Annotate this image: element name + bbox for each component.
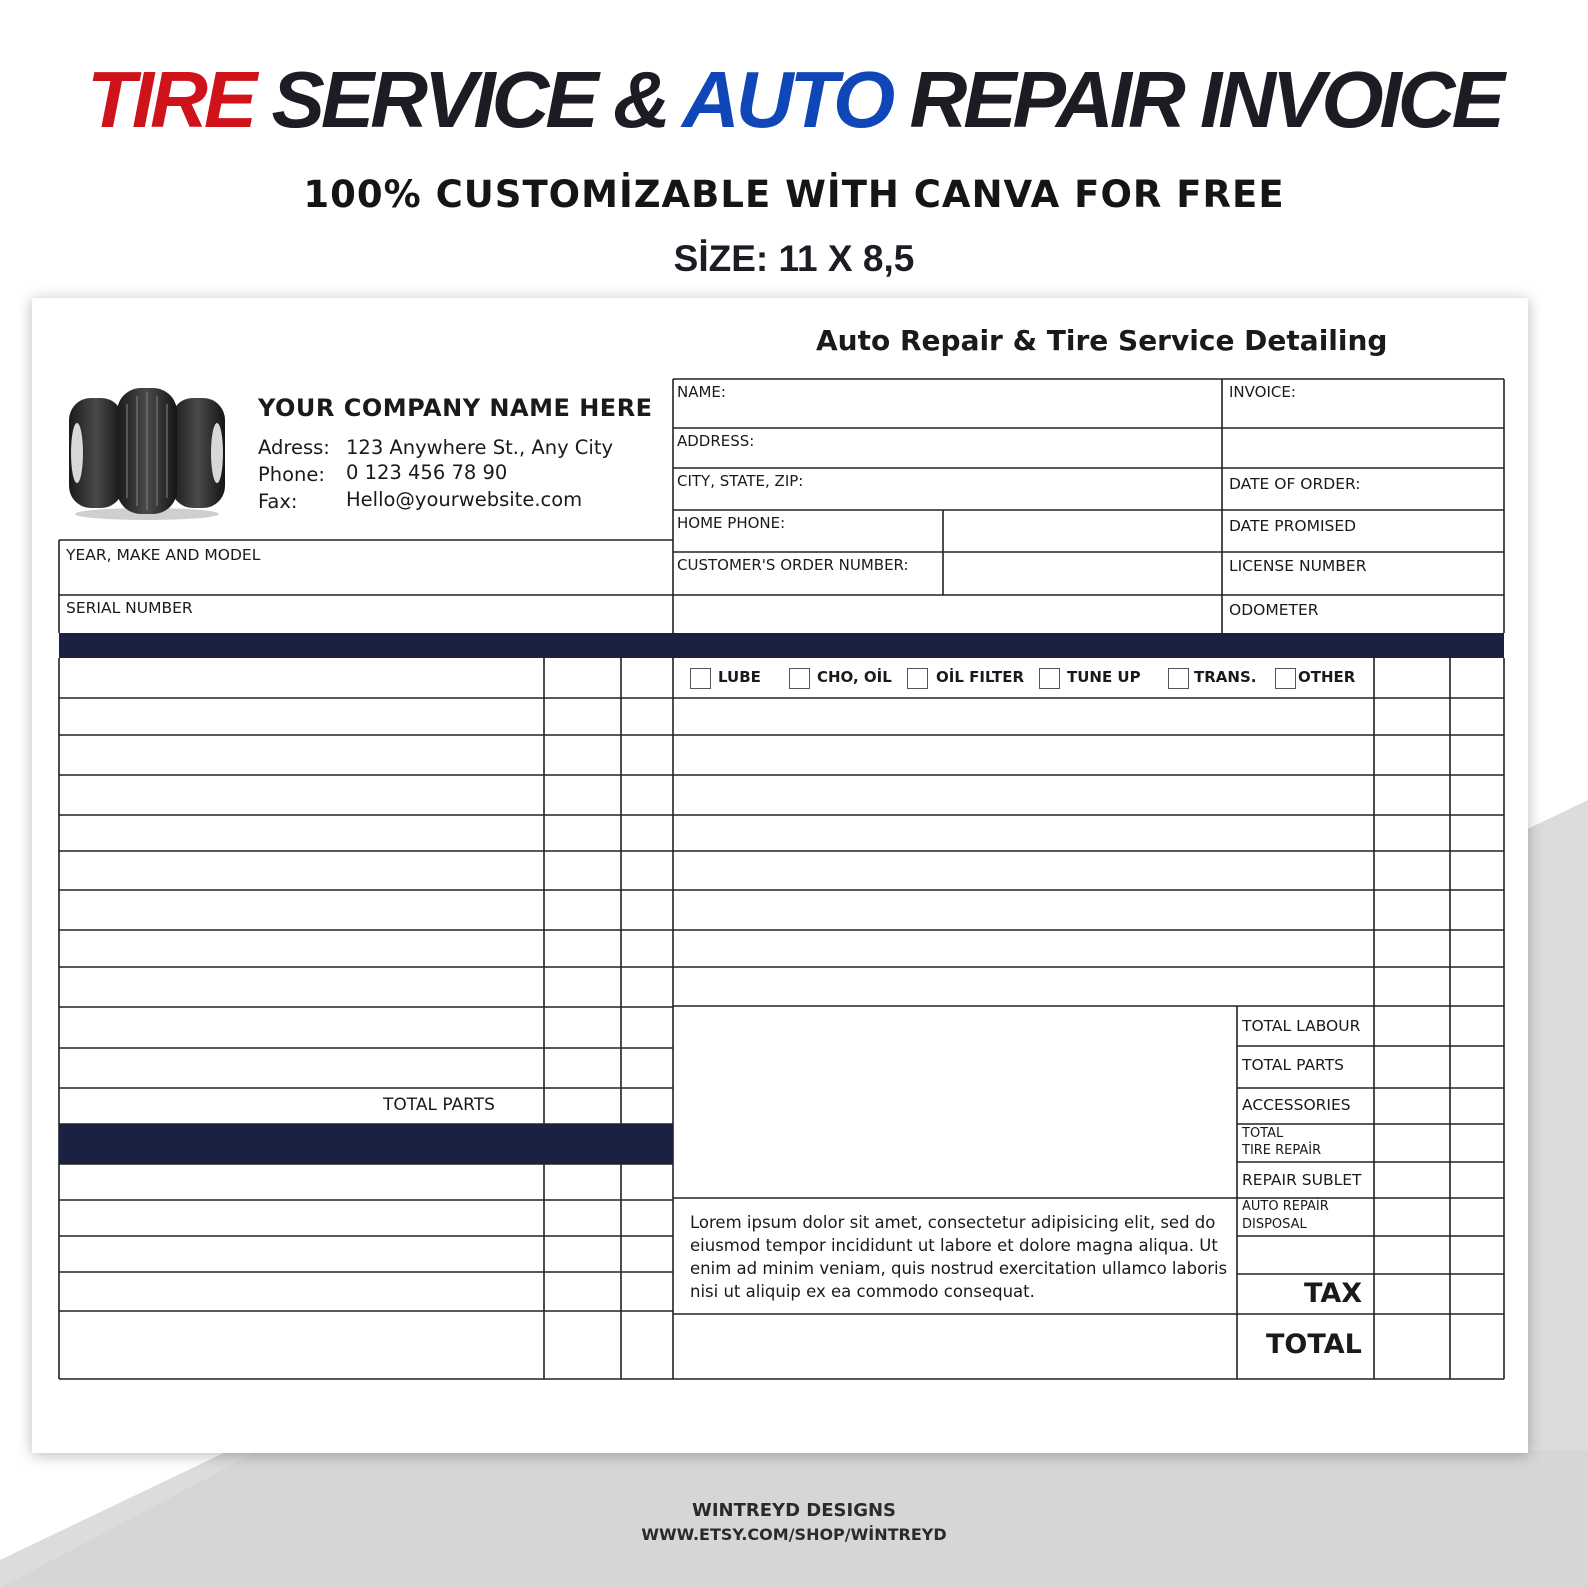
- footer-brand: WINTREYD DESIGNS: [692, 1500, 896, 1521]
- invoice-sheet: [32, 298, 1528, 1453]
- hero-title: [0, 52, 1588, 148]
- auto-repair-disposal-label-2: DISPOSAL: [1242, 1217, 1307, 1232]
- serial-number-label: SERIAL NUMBER: [66, 599, 193, 617]
- total-tire-repair-label-2: TIRE REPAİR: [1242, 1143, 1322, 1158]
- lube-label: LUBE: [718, 668, 761, 686]
- hero-title-auto: AUTO: [682, 55, 892, 144]
- total-tire-repair-label-1: TOTAL: [1242, 1126, 1284, 1141]
- repair-sublet-label: REPAIR SUBLET: [1242, 1171, 1362, 1189]
- hero-subtitle: 100% CUSTOMİZABLE WİTH CANVA FOR FREE: [303, 173, 1285, 216]
- hero-title-repair-invoice: REPAIR INVOICE: [909, 55, 1501, 144]
- home-phone-label: HOME PHONE:: [677, 514, 786, 532]
- tax-label: TAX: [1304, 1278, 1363, 1309]
- city-field-label: CITY, STATE, ZIP:: [677, 472, 804, 490]
- hero-size: SİZE: 11 X 8,5: [673, 238, 915, 279]
- date-of-order-label: DATE OF ORDER:: [1229, 475, 1361, 493]
- left-total-parts-label: TOTAL PARTS: [383, 1095, 495, 1115]
- invoice-field-label: INVOICE:: [1229, 383, 1296, 401]
- phone-value: 0 123 456 78 90: [346, 461, 508, 484]
- notes-text: Lorem ipsum dolor sit amet, consectetur adipisicing elit, sed do eiusmod tempor incididunt ut labore et dolore magna aliqua. Ut enim ad minim veniam, quis nostrud exercitation ullamco laboris nisi ut aliquip ex ea commodo consequat.: [690, 1213, 1228, 1301]
- address-value: 123 Anywhere St., Any City: [346, 436, 614, 459]
- total-label: TOTAL: [1266, 1329, 1362, 1360]
- fax-label: Fax:: [258, 490, 298, 513]
- hero-title-tire: TIRE: [87, 55, 254, 144]
- address-field-label: ADDRESS:: [677, 432, 755, 450]
- oil-filter-label: OİL FILTER: [936, 668, 1025, 686]
- company-name: YOUR COMPANY NAME HERE: [258, 394, 653, 422]
- order-number-label: CUSTOMER'S ORDER NUMBER:: [677, 556, 909, 574]
- phone-label: Phone:: [258, 463, 325, 486]
- footer-url: WWW.ETSY.COM/SHOP/WİNTREYD: [641, 1525, 947, 1544]
- auto-repair-disposal-label-1: AUTO REPAİR: [1242, 1199, 1329, 1214]
- cho-oil-label: CHO, OİL: [817, 668, 892, 686]
- accessories-label: ACCESSORIES: [1242, 1096, 1351, 1114]
- year-make-model-label: YEAR, MAKE AND MODEL: [66, 546, 261, 564]
- other-label: OTHER: [1298, 668, 1356, 686]
- address-label: Adress:: [258, 436, 330, 459]
- odometer-label: ODOMETER: [1229, 601, 1319, 619]
- document-title: Auto Repair & Tire Service Detailing: [816, 324, 1388, 357]
- fax-value: Hello@yourwebsite.com: [346, 488, 583, 511]
- total-parts-label: TOTAL PARTS: [1242, 1056, 1345, 1074]
- tune-up-label: TUNE UP: [1067, 668, 1141, 686]
- trans-label: TRANS.: [1194, 668, 1257, 686]
- date-promised-label: DATE PROMISED: [1229, 517, 1357, 535]
- license-number-label: LICENSE NUMBER: [1229, 557, 1367, 575]
- hero-title-service: SERVICE &: [271, 55, 667, 144]
- name-field-label: NAME:: [677, 383, 726, 401]
- total-labour-label: TOTAL LABOUR: [1242, 1017, 1361, 1035]
